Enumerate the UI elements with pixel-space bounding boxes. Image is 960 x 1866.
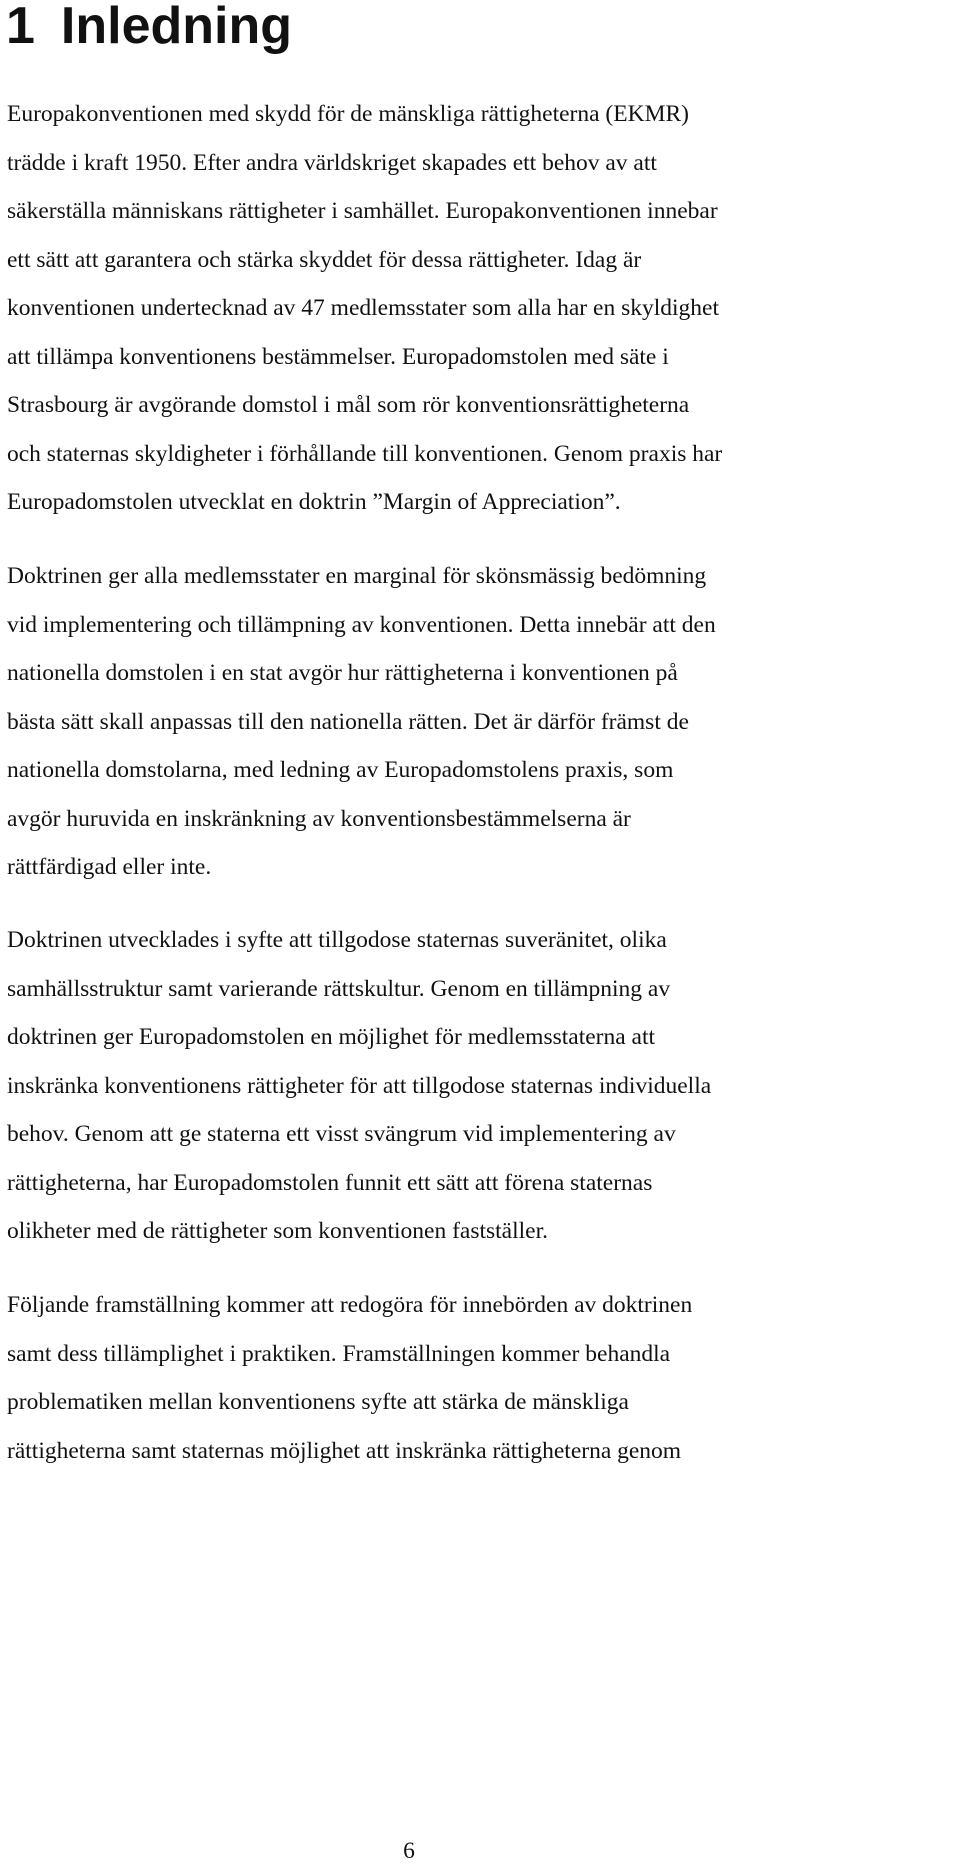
page-number: 6	[403, 1838, 415, 1864]
text-line: trädde i kraft 1950. Efter andra världskriget skapades ett behov av att	[7, 149, 657, 176]
text-line: rättigheterna samt staternas möjlighet att inskränka rättigheterna genom	[7, 1437, 682, 1464]
paragraph-4	[7, 1281, 957, 1475]
text-line: Doktrinen utvecklades i syfte att tillgodose staternas suveränitet, olika	[7, 927, 667, 953]
text-line: säkerställa människans rättigheter i samhället. Europakonventionen innebar	[7, 198, 718, 224]
text-line: konventionen undertecknad av 47 medlemsstater som alla har en skyldighet	[7, 295, 719, 321]
text-line: vid implementering och tillämpning av konventionen. Detta innebär att den	[7, 611, 716, 638]
text-line: ett sätt att garantera och stärka skyddet för dessa rättigheter. Idag är	[7, 246, 642, 273]
text-line: samhällsstruktur samt varierande rättskultur. Genom en tillämpning av	[7, 975, 671, 1002]
text-line: problematiken mellan konventionens syfte att stärka de mänskliga	[7, 1389, 629, 1415]
section-number: 1	[6, 0, 35, 55]
text-line: doktrinen ger Europadomstolen en möjlighet för medlemsstaterna att	[7, 1024, 656, 1050]
text-line: nationella domstolen i en stat avgör hur rättigheterna i konventionen på	[7, 660, 678, 686]
text-line: Europakonventionen med skydd för de mänskliga rättigheterna (EKMR)	[7, 101, 689, 127]
text-line: rättigheterna, har Europadomstolen funnit ett sätt att förena staternas	[7, 1169, 653, 1196]
text-line: samt dess tillämplighet i praktiken. Framställningen kommer behandla	[7, 1340, 671, 1367]
paragraph-2	[7, 552, 957, 892]
text-line: Doktrinen ger alla medlemsstater en marginal för skönsmässig bedömning	[7, 563, 707, 589]
paragraph-1	[7, 90, 957, 527]
text-line: Europadomstolen utvecklat en doktrin ”Margin of Appreciation”.	[7, 489, 621, 515]
text-line: avgör huruvida en inskränkning av konventionsbestämmelserna är	[7, 805, 631, 832]
text-line: bästa sätt skall anpassas till den nationella rätten. Det är därför främst de	[7, 708, 689, 735]
text-line: rättfärdigad eller inte.	[7, 854, 212, 880]
text-line: inskränka konventionens rättigheter för att tillgodose staternas individuella	[7, 1072, 712, 1099]
text-line: behov. Genom att ge staterna ett visst svängrum vid implementering av	[7, 1121, 676, 1147]
text-line: och staternas skyldigheter i förhållande till konventionen. Genom praxis har	[7, 440, 723, 467]
section-title: Inledning	[60, 0, 293, 55]
text-line: Strasbourg är avgörande domstol i mål som rör konventionsrättigheterna	[7, 392, 690, 418]
text-line: att tillämpa konventionens bestämmelser. Europadomstolen med säte i	[7, 343, 669, 370]
text-line: olikheter med de rättigheter som konventionen fastställer.	[7, 1218, 548, 1244]
text-line: Följande framställning kommer att redogöra för innebörden av doktrinen	[7, 1292, 693, 1318]
paragraph-3	[7, 916, 957, 1256]
text-line: nationella domstolarna, med ledning av Europadomstolens praxis, som	[7, 757, 674, 783]
section-heading	[6, 0, 292, 58]
